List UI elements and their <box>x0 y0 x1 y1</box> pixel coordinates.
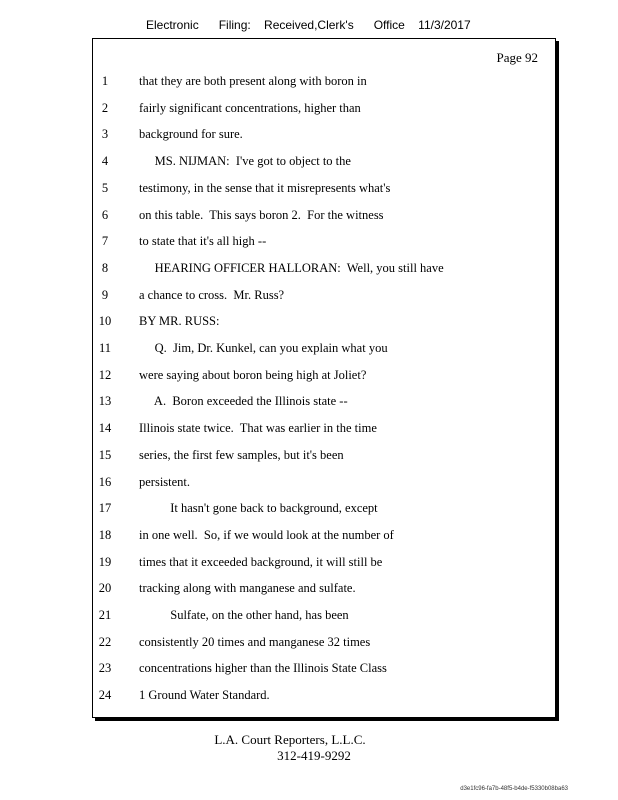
transcript-line <box>0 469 618 496</box>
line-number: 10 <box>98 314 112 329</box>
line-text: BY MR. RUSS: <box>139 314 220 329</box>
transcript-line <box>0 121 618 148</box>
line-number: 1 <box>101 74 109 88</box>
line-number: 20 <box>98 581 112 596</box>
transcript-line <box>0 575 618 602</box>
transcript-line <box>0 629 618 656</box>
line-text: were saying about boron being high at Joliet? <box>139 367 367 382</box>
reporter-firm: L.A. Court Reporters, L.L.C. <box>214 732 366 747</box>
line-number: 11 <box>98 341 112 355</box>
transcript-line <box>0 255 618 282</box>
line-number: 5 <box>101 180 109 195</box>
line-text: tracking along with manganese and sulfate. <box>139 581 356 596</box>
line-number: 23 <box>98 661 112 676</box>
line-number: 16 <box>98 474 112 489</box>
reporter-phone: 312-419-9292 <box>277 748 351 763</box>
line-number: 9 <box>101 287 109 302</box>
line-number: 2 <box>101 100 109 115</box>
line-text: that they are both present along with boron in <box>139 74 367 88</box>
line-text: testimony, in the sense that it misrepresents what's <box>139 180 391 195</box>
line-text: consistently 20 times and manganese 32 times <box>139 634 371 649</box>
line-number: 19 <box>98 554 112 569</box>
line-number: 18 <box>98 527 112 542</box>
transcript-line <box>0 442 618 469</box>
line-number: 14 <box>98 421 112 436</box>
line-number: 7 <box>101 234 109 249</box>
page-number: Page 92 <box>496 50 538 65</box>
line-text: background for sure. <box>139 127 243 142</box>
line-number: 22 <box>98 634 112 649</box>
line-number: 8 <box>101 260 109 275</box>
line-text: 1 Ground Water Standard. <box>139 688 270 703</box>
transcript-line <box>0 522 618 549</box>
line-text: series, the first few samples, but it's been <box>139 447 344 462</box>
line-text: MS. NIJMAN: I've got to object to the <box>139 154 351 169</box>
transcript-line <box>0 682 618 709</box>
line-text: in one well. So, if we would look at the number of <box>139 527 394 542</box>
line-text: persistent. <box>139 474 191 489</box>
line-number: 3 <box>101 127 109 142</box>
transcript-line <box>0 175 618 202</box>
line-text: times that it exceeded background, it will still be <box>139 554 383 569</box>
line-text: Sulfate, on the other hand, has been <box>139 608 349 622</box>
transcript-line <box>0 95 618 122</box>
transcript-line <box>0 228 618 255</box>
line-text: Illinois state twice. That was earlier in the time <box>139 421 377 436</box>
transcript-line <box>0 335 618 362</box>
line-text: It hasn't gone back to background, except <box>139 501 378 516</box>
transcript-line <box>0 415 618 442</box>
line-text: concentrations higher than the Illinois State Class <box>139 661 387 676</box>
transcript-line <box>0 495 618 522</box>
line-number: 21 <box>98 608 112 622</box>
line-number: 24 <box>98 688 112 703</box>
transcript-line <box>0 655 618 682</box>
line-text: A. Boron exceeded the Illinois state -- <box>139 394 348 409</box>
transcript-line <box>0 388 618 415</box>
document-id: d3e1fc96-fa7b-48f5-b4de-f5330b08ba63 <box>460 786 568 792</box>
transcript-line <box>0 362 618 389</box>
transcript-line <box>0 68 618 95</box>
line-text: to state that it's all high -- <box>139 234 267 249</box>
line-number: 6 <box>101 207 109 222</box>
transcript-line <box>0 148 618 175</box>
filing-stamp: Electronic Filing: Received,Clerk's Office 11/3/2017 <box>146 18 471 32</box>
transcript-line <box>0 282 618 309</box>
line-number: 4 <box>101 154 109 169</box>
line-text: HEARING OFFICER HALLORAN: Well, you still have <box>139 260 444 275</box>
line-number: 17 <box>98 501 112 516</box>
line-number: 12 <box>98 367 112 382</box>
transcript-line <box>0 602 618 629</box>
transcript-line <box>0 308 618 335</box>
line-number: 13 <box>98 394 112 409</box>
line-text: a chance to cross. Mr. Russ? <box>139 287 285 302</box>
line-text: Q. Jim, Dr. Kunkel, can you explain what you <box>139 341 388 355</box>
transcript-line <box>0 202 618 229</box>
line-text: on this table. This says boron 2. For the witness <box>139 207 384 222</box>
line-number: 15 <box>98 447 112 462</box>
transcript-line <box>0 549 618 576</box>
line-text: fairly significant concentrations, higher than <box>139 100 361 115</box>
